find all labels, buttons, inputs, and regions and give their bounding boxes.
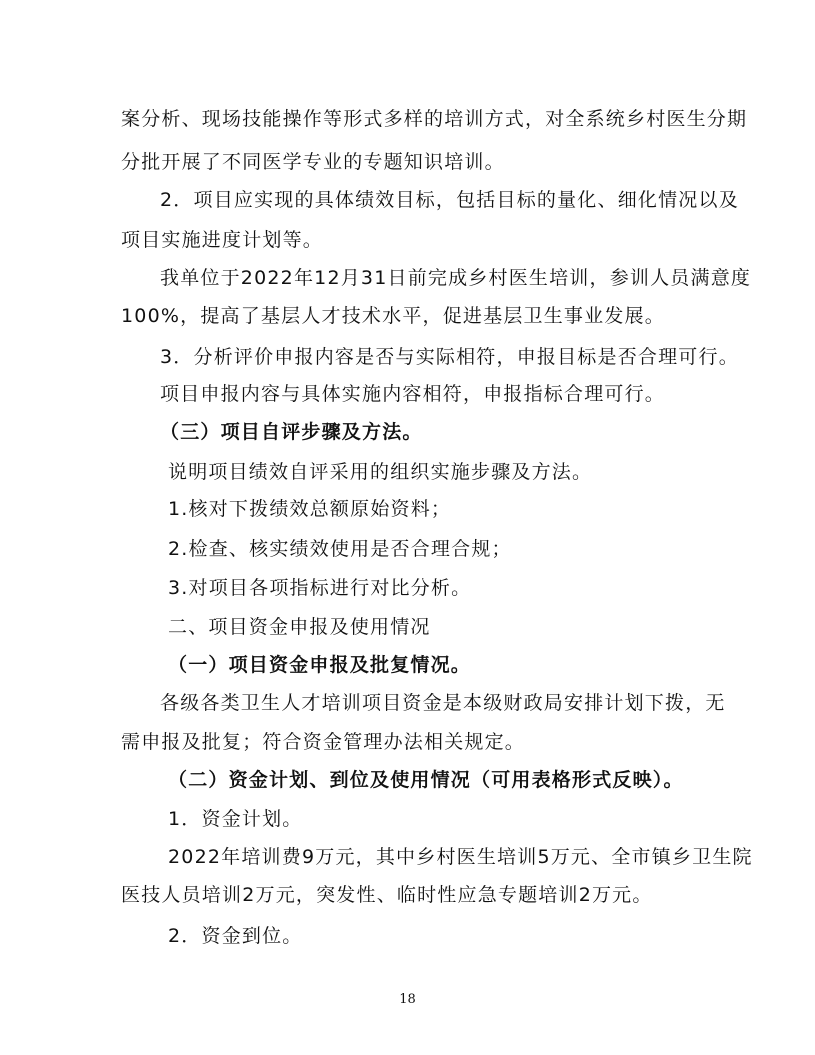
section-item-heading: 2．项目应实现的具体绩效目标，包括目标的量化、细化情况以及: [160, 189, 739, 211]
page-number: 18: [399, 992, 416, 1007]
paragraph-line: 各级各类卫生人才培训项目资金是本级财政局安排计划下拨，无: [160, 692, 726, 714]
paragraph-line: 医技人员培训2万元，突发性、临时性应急专题培训2万元。: [121, 884, 653, 906]
paragraph-line: 案分析、现场技能操作等形式多样的培训方式，对全系统乡村医生分期: [121, 108, 748, 130]
paragraph-line: 2022年培训费9万元，其中乡村医生培训5万元、全市镇乡卫生院: [168, 846, 753, 868]
paragraph-line: 项目实施进度计划等。: [121, 229, 324, 251]
section-item-heading: 2．资金到位。: [168, 925, 303, 947]
paragraph-line: 项目申报内容与具体实施内容相符，申报指标合理可行。: [160, 383, 666, 405]
list-item: 3.对项目各项指标进行对比分析。: [168, 577, 472, 599]
paragraph-line: 分批开展了不同医学专业的专题知识培训。: [121, 151, 505, 173]
subsection-heading: （二）资金计划、到位及使用情况（可用表格形式反映）。: [168, 769, 684, 791]
section-item-heading: 3．分析评价申报内容是否与实际相符，申报目标是否合理可行。: [160, 346, 739, 368]
paragraph-line: 说明项目绩效自评采用的组织实施步骤及方法。: [168, 461, 593, 483]
list-item: 1.核对下拨绩效总额原始资料；: [168, 498, 452, 520]
section-heading: 二、项目资金申报及使用情况: [168, 616, 431, 638]
section-item-heading: 1．资金计划。: [168, 808, 303, 830]
subsection-heading: （三）项目自评步骤及方法。: [160, 421, 423, 443]
list-item: 2.检查、核实绩效使用是否合理合规；: [168, 538, 512, 560]
paragraph-line: 100%，提高了基层人才技术水平，促进基层卫生事业发展。: [121, 305, 665, 327]
subsection-heading: （一）项目资金申报及批复情况。: [168, 654, 472, 676]
paragraph-line: 需申报及批复；符合资金管理办法相关规定。: [121, 731, 526, 753]
paragraph-line: 我单位于2022年12月31日前完成乡村医生培训，参训人员满意度: [160, 267, 752, 289]
